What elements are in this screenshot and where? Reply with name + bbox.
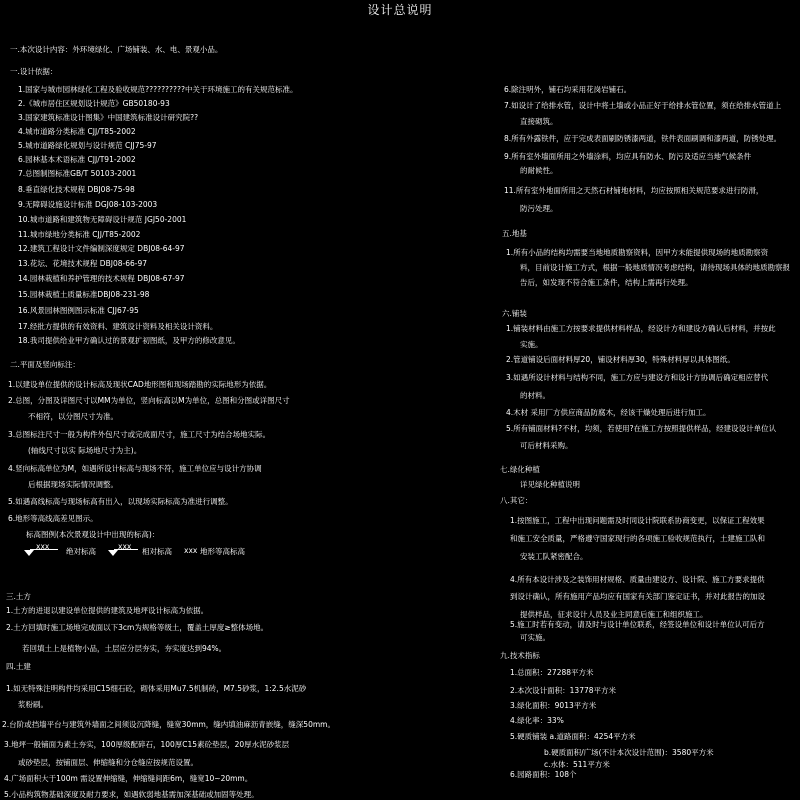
finish-elevation-value: xxx (36, 542, 50, 551)
left-text-line: 1.如无特殊注明构件均采用C15细石砼，砌体采用Mu7.5机制砖，M7.5砂浆，1:2.5水泥砂 (6, 684, 307, 693)
relative-elevation-label: 相对标高 (142, 547, 172, 556)
right-text-line: c.水体：511平方米 (544, 760, 610, 769)
right-text-line: 2.本次设计面积：13778平方米 (510, 686, 617, 695)
left-text-line: 1.国家与城市园林绿化工程及验收规范??????????中关于环境施工的有关规范标准。 (18, 85, 298, 94)
left-text-line: 6.地形等高线高差见图示。 (8, 514, 98, 523)
contour-elevation-label: 地形等高标高 (200, 547, 245, 556)
right-text-line: 9.所有室外墙面所用之外墙涂料，均应具有防水、防污及适应当地气候条件 (504, 152, 752, 161)
left-text-line: 4.竖向标高单位为M，如遇所设计标高与现场不符，施工单位应与设计方协调 (8, 464, 262, 473)
left-text-line: 浆粉刷。 (18, 700, 48, 709)
left-text-line: 后根据现场实际情况调整。 (28, 480, 118, 489)
left-text-line: 2.总图，分图及详图尺寸以MM为单位，竖向标高以M为单位，总图和分图或详图尺寸 (8, 396, 290, 405)
left-text-line: 8.垂直绿化技术规程 DBJ08-75-98 (18, 185, 135, 194)
right-text-line: 4.绿化率：33% (510, 716, 564, 725)
left-text-line: (轴线尺寸以实 际场地尺寸为主)。 (28, 446, 142, 455)
left-text-line: 四.土建 (6, 662, 31, 671)
right-text-line: 3.如遇所设计材料与结构不同，施工方应与建设方和设计方协调后确定相应替代 (506, 373, 769, 382)
left-text-line: 4.城市道路分类标准 CJJ/T85-2002 (18, 127, 136, 136)
right-text-line: 6.园路面积：108个 (510, 770, 577, 779)
right-text-line: 2.管道铺设后面材料厚20，铺设材料厚30，特殊材料厚以具体图纸。 (506, 355, 735, 364)
right-text-line: 直接砌筑。 (520, 117, 558, 126)
right-text-line: 六.铺装 (502, 309, 527, 318)
finish-elevation-label: 绝对标高 (66, 547, 96, 556)
left-text-line: 17.经批方提供的有效资料、建筑设计资料及相关设计资料。 (18, 322, 218, 331)
left-text-line: 2.《城市居住区规划设计规范》GB50180-93 (18, 99, 170, 108)
right-text-line: 1.所有小品的结构均需要当地地质勘察资料，因甲方未能提供现场的地质勘察资 (506, 248, 769, 257)
right-text-line: 4.木材 采用厂方供应商品防腐木，经该干燥处理后进行加工。 (506, 408, 711, 417)
right-text-line: 5.所有铺面材料?不材，均须，若使用?在施工方按照提供样品，经建设设计单位认 (506, 424, 777, 433)
right-text-line: b.硬质面积/广场(不计本次设计范围)：3580平方米 (544, 748, 714, 757)
left-text-line: 二.平面及竖向标注： (10, 360, 80, 369)
relative-elevation-value: xxx (118, 542, 132, 551)
right-text-line: 安装工队紧密配合。 (520, 552, 588, 561)
finish-elevation-triangle-icon (24, 550, 34, 556)
left-text-line: 一.设计依据： (10, 67, 58, 76)
right-text-line: 3.绿化面积：9013平方米 (510, 701, 597, 710)
contour-elevation-value: xxx (184, 546, 198, 555)
left-text-line: 15.园林栽植土质量标准DBJ08-231-98 (18, 290, 150, 299)
left-text-line: 2.土方回填时施工场地完成面以下3cm为规格等级土，覆盖土厚度≥整体场地。 (6, 623, 269, 632)
right-text-line: 和施工安全质量，严格遵守国家现行的各项施工验收规范执行，土建施工队和 (510, 534, 765, 543)
left-text-line: 7.总图制图标准GB/T 50103-2001 (18, 169, 137, 178)
right-text-line: 可后材料采购。 (520, 441, 573, 450)
left-text-line: 3.总图标注尺寸一般为构件外包尺寸或完成面尺寸，施工尺寸为结合场地实际。 (8, 430, 271, 439)
right-text-line: 提供样品，征求设计人员及业主同意后施工和组织施工。 (520, 610, 708, 619)
right-text-line: 8.所有外露铁件，应于完成表面刷防锈漆两道，铁件表面刷调和漆两道，防锈处理。 (504, 134, 782, 143)
left-text-line: 5.小品构筑物基础深度及耐力要求，如遇软弱地基需加深基础或加固等处理。 (4, 790, 259, 799)
right-text-line: 1.铺装材料由施工方按要求提供材料样品，经设计方和建设方确认后材料，并按此 (506, 324, 776, 333)
page-title: 设计总说明 (367, 3, 433, 17)
left-text-line: 或砂垫层，按铺面层、伸缩缝和分仓缝应按规范设置。 (18, 758, 198, 767)
left-text-line: 3.国家建筑标准设计图集》中国建筑标准设计研究院?? (18, 113, 199, 122)
right-text-line: 5.施工时若有变动，请及时与设计单位联系，经签设单位和设计单位认可后方 (510, 620, 765, 629)
right-text-line: 防污处理。 (520, 204, 558, 213)
right-text-line: 七.绿化种植 (500, 465, 540, 474)
left-text-line: 若回填土上是植物小品，土层应分层夯实，夯实度达到94%。 (22, 644, 227, 653)
right-text-line: 5.硬质铺装 a.道路面积：4254平方米 (510, 732, 636, 741)
left-text-line: 6.园林基本术语标准 CJJ/T91-2002 (18, 155, 136, 164)
left-text-line: 5.如遇高线标高与现场标高有出入，以现场实际标高为准进行调整。 (8, 497, 233, 506)
left-text-line: 标高图例(本次景观设计中出现的标高)： (26, 530, 160, 539)
right-text-line: 4.所有本设计涉及之装饰用材规格、质量由建设方、设计院、施工方要求提供 (510, 575, 765, 584)
right-text-line: 的耐候性。 (520, 166, 558, 175)
left-text-line: 1.土方的进退以建设单位提供的建筑及地坪设计标高为依据。 (6, 606, 209, 615)
left-text-line: 1.以建设单位提供的设计标高及现状CAD地形图和现场踏勘的实际地形为依据。 (8, 380, 272, 389)
right-text-line: 告后，如发现不符合施工条件，结构上需再行处理。 (520, 278, 693, 287)
right-text-line: 1.总面积：27288平方米 (510, 668, 594, 677)
left-text-line: 18.我司提供给业甲方确认过的景观扩初图纸，及甲方的修改意见。 (18, 336, 240, 345)
right-text-line: 1.按图施工，工程中出现问题需及时同设计院联系协商变更，以保证工程效果 (510, 516, 765, 525)
left-text-line: 三.土方 (6, 592, 31, 601)
right-text-line: 7.如设计了给排水管，设计中将土墙或小品正好于给排水管位置，须在给排水管道上 (504, 101, 782, 110)
relative-elevation-triangle-icon (108, 550, 118, 556)
left-text-line: 9.无障碍设施设计标准 DGJ08-103-2003 (18, 200, 158, 209)
left-text-line: 2.台阶或挡墙平台与建筑外墙面之间须设沉降缝，缝宽30mm，缝内填油麻沥青嵌缝，缝深50mm。 (2, 720, 335, 729)
left-text-line: 5.城市道路绿化规划与设计规范 CJJ75-97 (18, 141, 157, 150)
left-text-line: 12.建筑工程设计文件编制深度规定 DBJ08-64-97 (18, 244, 185, 253)
right-text-line: 的材料。 (520, 391, 550, 400)
left-text-line: 16.风景园林图例图示标准 CJJ67-95 (18, 306, 139, 315)
left-text-line: 3.地坪一般铺面为素土夯实，100厚级配碎石，100厚C15素砼垫层，20厚水泥砂浆层 (4, 740, 290, 749)
left-text-line: 14.园林栽植和养护管理的技术规程 DBJ08-67-97 (18, 274, 185, 283)
right-text-line: 九.技术指标 (500, 651, 540, 660)
left-text-line: 11.城市绿地分类标准 CJJ/T85-2002 (18, 230, 141, 239)
right-text-line: 料，目前设计施工方式，根据一般地质情况考虑结构，请待现场具体的地质勘察报 (520, 263, 790, 272)
right-text-line: 可实施。 (520, 633, 550, 642)
left-text-line: 13.花坛、花境技术规程 DBJ08-66-97 (18, 259, 147, 268)
right-text-line: 详见绿化种植说明 (520, 480, 580, 489)
right-text-line: 五.地基 (502, 229, 527, 238)
right-text-line: 到设计确认，所有施用产品均应有国家有关部门鉴定证书，并对此报告的加设 (510, 592, 765, 601)
right-text-line: 八.其它： (500, 496, 533, 505)
right-text-line: 6.除注明外，铺石均采用花岗岩铺石。 (504, 85, 632, 94)
left-text-line: 4.广场面积大于100m 需设置伸缩缝，伸缩缝间距6m，缝宽10~20mm。 (4, 774, 253, 783)
left-text-line: 不相符，以分图尺寸为准。 (28, 412, 118, 421)
right-text-line: 11.所有室外地面所用之天然石材铺地材料，均应按照相关规范要求进行防滑， (504, 186, 764, 195)
left-text-line: 一.本次设计内容：外环境绿化、广场铺装、水、电、景观小品。 (10, 45, 223, 54)
left-text-line: 10.城市道路和建筑物无障碍设计规范 JGJ50-2001 (18, 215, 187, 224)
right-text-line: 实施。 (520, 340, 543, 349)
